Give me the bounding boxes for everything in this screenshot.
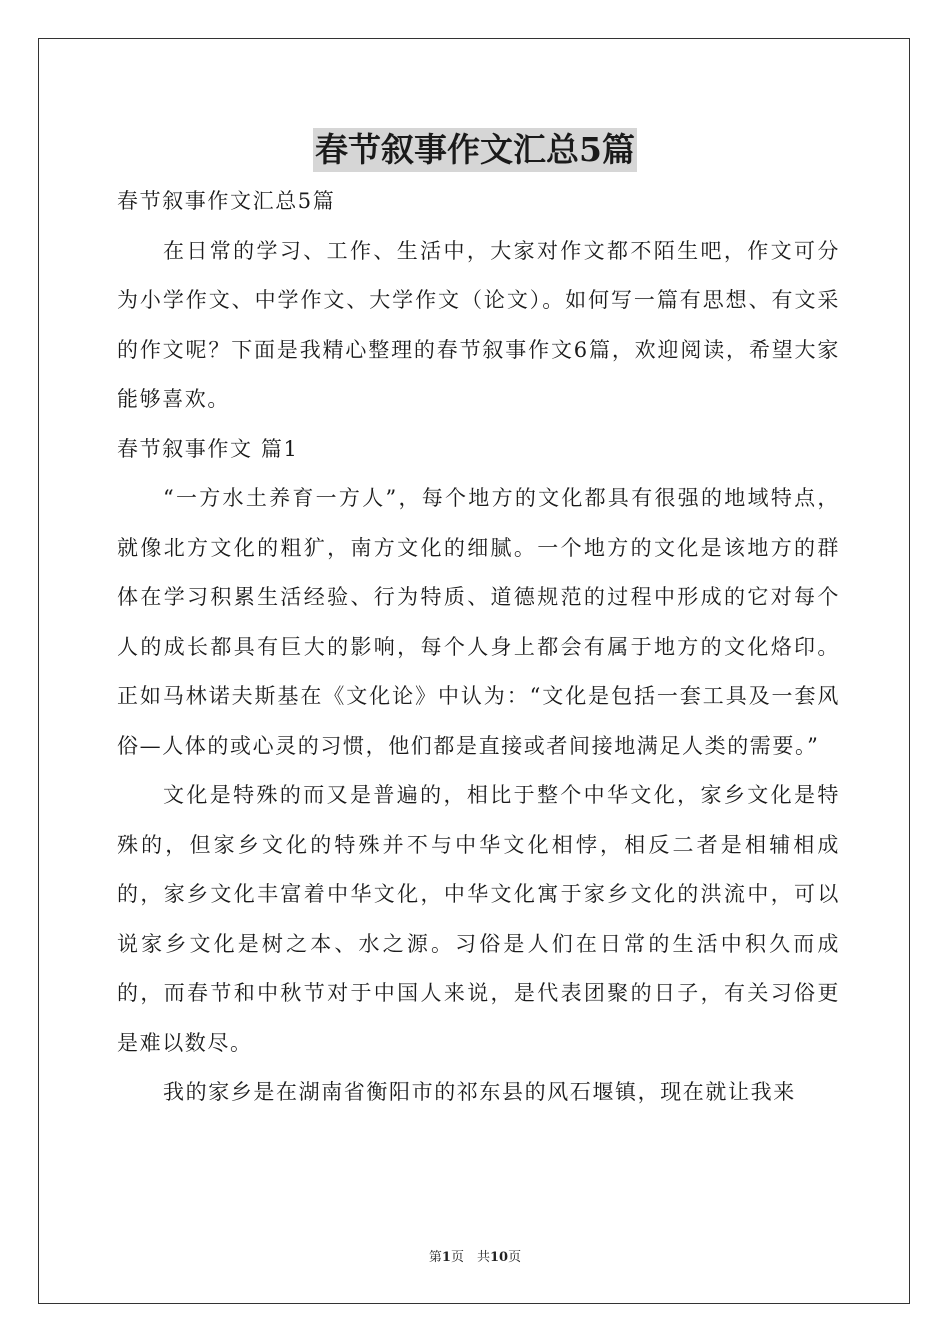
page-footer: [0, 1246, 950, 1265]
intro-paragraph: 在日常的学习、工作、生活中，大家对作文都不陌生吧，作文可分为小学作文、中学作文、大学作文（论文）。如何写一篇有思想、有文采的作文呢？下面是我精心整理的春节叙事作文6篇，欢迎阅读，希望大家能够喜欢。: [117, 238, 840, 411]
page-number-prefix: 第: [428, 1250, 442, 1265]
body-paragraph-1: “一方水土养育一方人”，每个地方的文化都具有很强的地域特点，就像北方文化的粗犷，南方文化的细腻。一个地方的文化是该地方的群体在学习积累生活经验、行为特质、道德规范的过程中形成的它对每个人的成长都具有巨大的影响，每个人身上都会有属于地方的文化烙印。正如马林诺夫斯基在《文化论》中认为：“文化是包括一套工具及一套风俗—人体的或心灵的习惯，他们都是直接或者间接地满足人类的需要。”: [117, 486, 840, 758]
page-number-current: 1: [441, 1250, 451, 1265]
document-body: [117, 177, 840, 1118]
page-number-total: 10: [489, 1250, 509, 1265]
document-title-text: 春节叙事作文汇总5篇: [313, 128, 637, 172]
section-heading: 春节叙事作文 篇1: [117, 436, 299, 461]
body-paragraph-3: 我的家乡是在湖南省衡阳市的祁东县的风石堰镇，现在就让我来: [163, 1080, 796, 1104]
document-subtitle: 春节叙事作文汇总5篇: [117, 189, 336, 213]
page-number-mid: 页 共: [450, 1250, 490, 1265]
document-title: [0, 128, 950, 172]
body-paragraph-2: 文化是特殊的而又是普遍的，相比于整个中华文化，家乡文化是特殊的，但家乡文化的特殊并不与中华文化相悖，相反二者是相辅相成的，家乡文化丰富着中华文化，中华文化寓于家乡文化的洪流中，可以说家乡文化是树之本、水之源。习俗是人们在日常的生活中积久而成的，而春节和中秋节对于中国人来说，是代表团聚的日子，有关习俗更是难以数尽。: [117, 783, 840, 1055]
page-number-suffix: 页: [508, 1250, 522, 1265]
